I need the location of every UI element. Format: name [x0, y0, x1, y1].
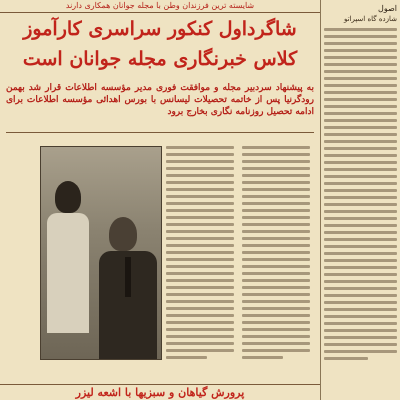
- text-line-placeholder: [242, 251, 310, 254]
- text-line-placeholder: [324, 259, 397, 262]
- text-line-placeholder: [324, 322, 397, 325]
- text-line-placeholder: [166, 174, 234, 177]
- text-line-placeholder: [166, 349, 234, 352]
- text-line-placeholder: [242, 328, 310, 331]
- article-photo: [40, 146, 162, 360]
- text-line-placeholder: [324, 84, 397, 87]
- text-line-placeholder: [242, 244, 310, 247]
- text-line-placeholder: [324, 203, 397, 206]
- text-line-placeholder: [166, 286, 234, 289]
- text-line-placeholder: [242, 272, 310, 275]
- text-line-placeholder: [242, 258, 310, 261]
- text-line-placeholder: [324, 56, 397, 59]
- top-strap: شایسته ترین فرزندان وطن با مجله جوانان همکاری دارند: [0, 0, 320, 13]
- text-line-placeholder: [242, 293, 310, 296]
- text-line-placeholder: [324, 42, 397, 45]
- text-line-placeholder: [324, 273, 397, 276]
- text-line-placeholder: [242, 237, 310, 240]
- photo-tie: [125, 257, 131, 297]
- text-line-placeholder: [242, 146, 310, 149]
- text-line-placeholder: [166, 258, 234, 261]
- lead-paragraph: به پیشنهاد سردبیر مجله و موافقت فوری مدیر مؤسسه اطلاعات قرار شد بهمن رودگرنیا پس از خاتمه تحصیلات لیسانس با بورس اهدائی مؤسسه اطلاعات برای ادامه تحصیل روزنامه نگاری بخارج برود: [6, 82, 314, 133]
- text-line-placeholder: [166, 293, 234, 296]
- text-line-placeholder: [242, 202, 310, 205]
- text-line-placeholder: [324, 77, 397, 80]
- text-line-placeholder: [166, 188, 234, 191]
- sidebar-title: اصول: [378, 4, 397, 13]
- text-line-placeholder: [242, 307, 310, 310]
- text-line-placeholder: [324, 329, 397, 332]
- text-line-placeholder: [242, 349, 310, 352]
- photo-figure-young-man: [47, 213, 89, 333]
- text-line-placeholder: [166, 300, 234, 303]
- article-column-right: [240, 146, 312, 358]
- text-line-placeholder: [324, 266, 397, 269]
- text-line-placeholder: [166, 335, 234, 338]
- text-line-placeholder: [242, 167, 310, 170]
- text-line-placeholder: [242, 160, 310, 163]
- text-line-placeholder: [324, 231, 397, 234]
- text-line-placeholder: [166, 328, 234, 331]
- text-line-placeholder: [166, 314, 234, 317]
- text-line-placeholder: [324, 133, 397, 136]
- photo-figure-young-man-head: [55, 181, 81, 213]
- text-line-placeholder: [166, 146, 234, 149]
- sidebar-subtitle: شازده گاه اسپراتو: [343, 15, 397, 23]
- text-line-placeholder: [166, 195, 234, 198]
- text-line-placeholder: [166, 251, 234, 254]
- bottom-subhead: پرورش گیاهان و سبزیها با اشعه لیزر: [0, 384, 320, 400]
- text-line-placeholder: [242, 356, 283, 359]
- text-line-placeholder: [324, 119, 397, 122]
- text-line-placeholder: [324, 182, 397, 185]
- text-line-placeholder: [324, 147, 397, 150]
- text-line-placeholder: [324, 105, 397, 108]
- text-line-placeholder: [324, 126, 397, 129]
- text-line-placeholder: [324, 350, 397, 353]
- text-line-placeholder: [166, 279, 234, 282]
- text-line-placeholder: [242, 181, 310, 184]
- text-line-placeholder: [166, 356, 207, 359]
- text-line-placeholder: [324, 140, 397, 143]
- text-line-placeholder: [324, 210, 397, 213]
- text-line-placeholder: [166, 265, 234, 268]
- text-line-placeholder: [166, 321, 234, 324]
- text-line-placeholder: [324, 154, 397, 157]
- headline-line-1: شاگرداول کنکور سراسری کارآموز: [23, 18, 297, 40]
- text-line-placeholder: [242, 314, 310, 317]
- text-line-placeholder: [242, 286, 310, 289]
- text-line-placeholder: [242, 174, 310, 177]
- text-line-placeholder: [166, 216, 234, 219]
- text-line-placeholder: [324, 287, 397, 290]
- photo-figure-older-man-head: [109, 217, 137, 251]
- text-line-placeholder: [166, 307, 234, 310]
- text-line-placeholder: [324, 336, 397, 339]
- text-line-placeholder: [166, 230, 234, 233]
- text-line-placeholder: [324, 315, 397, 318]
- text-line-placeholder: [166, 202, 234, 205]
- text-line-placeholder: [166, 272, 234, 275]
- text-line-placeholder: [242, 188, 310, 191]
- text-line-placeholder: [242, 209, 310, 212]
- text-line-placeholder: [324, 91, 397, 94]
- text-line-placeholder: [324, 63, 397, 66]
- text-line-placeholder: [324, 343, 397, 346]
- text-line-placeholder: [166, 223, 234, 226]
- headline: [6, 14, 314, 80]
- text-line-placeholder: [324, 112, 397, 115]
- text-line-placeholder: [324, 280, 397, 283]
- sidebar-column: [320, 0, 400, 400]
- text-line-placeholder: [324, 196, 397, 199]
- text-line-placeholder: [242, 335, 310, 338]
- text-line-placeholder: [166, 209, 234, 212]
- text-line-placeholder: [242, 195, 310, 198]
- text-line-placeholder: [242, 342, 310, 345]
- article-column-left: [164, 146, 236, 358]
- text-line-placeholder: [242, 321, 310, 324]
- text-line-placeholder: [242, 153, 310, 156]
- text-line-placeholder: [242, 216, 310, 219]
- text-line-placeholder: [324, 98, 397, 101]
- text-line-placeholder: [324, 224, 397, 227]
- text-line-placeholder: [242, 300, 310, 303]
- text-line-placeholder: [324, 161, 397, 164]
- text-line-placeholder: [324, 189, 397, 192]
- text-line-placeholder: [324, 308, 397, 311]
- text-line-placeholder: [166, 237, 234, 240]
- text-line-placeholder: [324, 49, 397, 52]
- text-line-placeholder: [166, 342, 234, 345]
- text-line-placeholder: [242, 230, 310, 233]
- text-line-placeholder: [324, 35, 397, 38]
- text-line-placeholder: [324, 252, 397, 255]
- text-line-placeholder: [166, 153, 234, 156]
- text-line-placeholder: [324, 245, 397, 248]
- text-line-placeholder: [242, 223, 310, 226]
- text-line-placeholder: [242, 265, 310, 268]
- headline-line-2: کلاس خبرنگاری مجله جوانان است: [22, 48, 298, 70]
- text-line-placeholder: [324, 301, 397, 304]
- text-line-placeholder: [324, 168, 397, 171]
- text-line-placeholder: [166, 244, 234, 247]
- text-line-placeholder: [166, 167, 234, 170]
- text-line-placeholder: [242, 279, 310, 282]
- text-line-placeholder: [324, 294, 397, 297]
- text-line-placeholder: [324, 70, 397, 73]
- text-line-placeholder: [324, 238, 397, 241]
- text-line-placeholder: [324, 357, 368, 360]
- text-line-placeholder: [324, 217, 397, 220]
- text-line-placeholder: [166, 160, 234, 163]
- text-line-placeholder: [324, 28, 397, 31]
- text-line-placeholder: [324, 175, 397, 178]
- text-line-placeholder: [166, 181, 234, 184]
